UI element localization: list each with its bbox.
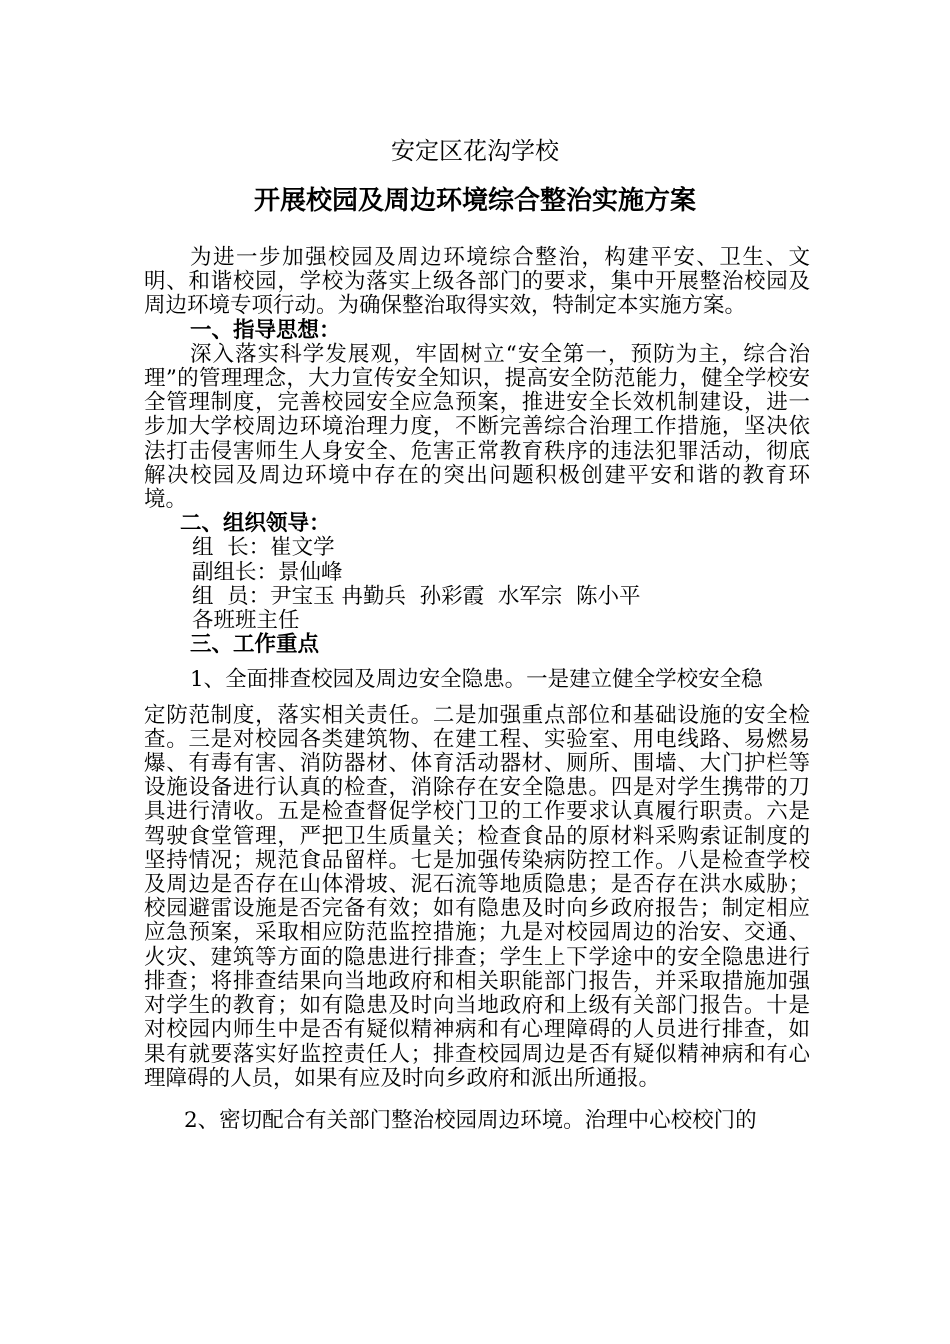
- guiding-ideology-paragraph: 深入落实科学发展观，牢固树立“安全第一，预防为主，综合治理”的管理理念，大力宣传安全知识，提高安全防范能力，健全学校安全管理制度，完善校园安全应急预案，推进安全长效机制建设，进一步加大学校周边环境治理力度，不断完善综合治理工作措施，坚决依法打击侵害师生人身安全、危害正常教育秩序的违法犯罪活动，彻底解决校园及周边环境中存在的突出问题积极创建平安和谐的教育环境。: [144, 341, 810, 513]
- section-heading-work-focus: 三、工作重点: [190, 632, 320, 658]
- work-item-1-paragraph: 定防范制度，落实相关责任。二是加强重点部位和基础设施的安全检查。三是对校园各类建筑物、在建工程、实验室、用电线路、易燃易爆、有毒有害、消防器材、体育活动器材、厕所、围墙、大门护栏等设施设备进行认真的检查，消除存在安全隐患。四是对学生携带的刀具进行清收。五是检查督促学校门卫的工作要求认真履行职责。六是驾驶食堂管理，严把卫生质量关；检查食品的原材料采购索证制度的坚持情况；规范食品留样。七是加强传染病防控工作。八是检查学校及周边是否存在山体滑坡、泥石流等地质隐患；是否存在洪水威胁；校园避雷设施是否完备有效；如有隐患及时向乡政府报告；制定相应应急预案，采取相应防范监控措施；九是对校园周边的治安、交通、火灾、建筑等方面的隐患进行排查；学生上下学途中的安全隐患进行排查；将排查结果向当地政府和相关职能部门报告，并采取措施加强对学生的教育；如有隐患及时向当地政府和上级有关部门报告。十是对校园内师生中是否有疑似精神病和有心理障碍的人员进行排查，如果有就要落实好监控责任人；排查校园周边是否有疑似精神病和有心理障碍的人员，如果有应及时向乡政府和派出所通报。: [144, 702, 810, 1091]
- team-members: 组 员：尹宝玉 冉勤兵 孙彩霞 水军宗 陈小平: [192, 583, 641, 609]
- school-name: 安定区花沟学校: [391, 137, 559, 165]
- work-item-2-first-line: 2、密切配合有关部门整治校园周边环境。治理中心校校门的: [184, 1107, 757, 1133]
- section-heading-guiding-ideology: 一、指导思想：: [190, 317, 341, 343]
- section-heading-organization: 二、组织领导：: [180, 511, 331, 537]
- team-deputy: 副组长：景仙峰: [192, 559, 343, 585]
- team-others: 各班班主任: [192, 608, 300, 634]
- team-leader: 组 长：崔文学: [192, 535, 335, 561]
- intro-paragraph: 为进一步加强校园及周边环境综合整治，构建平安、卫生、文明、和谐校园，学校为落实上级各部门的要求，集中开展整治校园及周边环境专项行动。为确保整治取得实效，特制定本实施方案。: [144, 245, 810, 319]
- work-item-1-first-line: 1、全面排查校园及周边安全隐患。一是建立健全学校安全稳: [190, 667, 763, 693]
- document-title: 开展校园及周边环境综合整治实施方案: [253, 186, 696, 216]
- document-body: [144, 246, 810, 1133]
